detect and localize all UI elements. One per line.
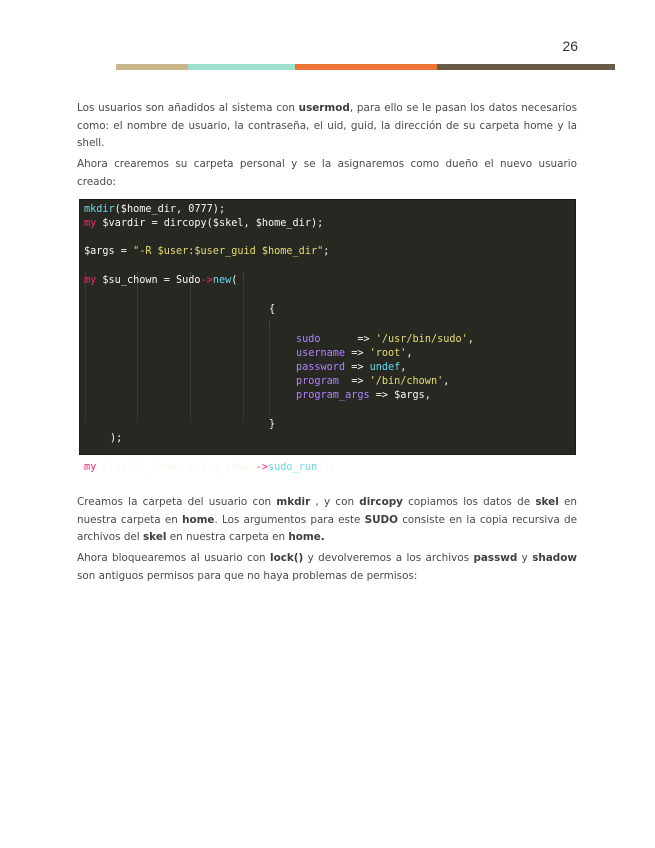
- code-line-10: program_args => $args,: [296, 390, 431, 401]
- code-line-7: username => 'root',: [296, 348, 413, 359]
- text: consiste en la copia recursiva de archivos del: [77, 513, 578, 544]
- code-line-8: password => undef,: [296, 362, 407, 373]
- indent-guide: [243, 272, 244, 422]
- code-line-13: my $result_chown = $su_chown->sudo_run();: [84, 462, 336, 473]
- code-block: [79, 199, 576, 473]
- indent-guide: [190, 272, 191, 422]
- bold-term: lock(): [270, 552, 304, 564]
- code-line-1: mkdir($home_dir, 0777);: [84, 204, 226, 215]
- bold-term: passwd: [473, 552, 518, 564]
- code-line-9: program => '/bin/chown',: [296, 376, 450, 387]
- code-line-5: {: [269, 304, 276, 315]
- bold-term: skel: [143, 531, 167, 544]
- text: en nuestra carpeta en: [77, 496, 577, 526]
- bold-term: shadow: [532, 552, 577, 564]
- indent-guide: [137, 272, 138, 422]
- color-bar-segment-4: [437, 64, 615, 70]
- text: son antiguos permisos para que no haya problemas de permisos:: [77, 569, 418, 582]
- code-line-2: my $vardir = dircopy($skel, $home_dir);: [84, 218, 324, 229]
- paragraph-create-folder: [77, 156, 577, 191]
- text: en nuestra carpeta en: [166, 531, 289, 544]
- indent-guide: [269, 320, 270, 420]
- text: y devolveremos a los archivos: [303, 552, 474, 564]
- indent-guide: [85, 272, 86, 422]
- paragraph-usermod: [77, 100, 577, 153]
- code-line-6: sudo => '/usr/bin/sudo',: [296, 334, 474, 345]
- code-line-12: );: [110, 433, 123, 444]
- color-bar-segment-1: [116, 64, 188, 70]
- text: , para ello se le pasan los datos necesarios como: el nombre de usuario, la contraseña, el uid, guid, la dirección de su carpeta home y la shell.: [77, 102, 578, 150]
- text: copiamos los datos de: [402, 496, 536, 508]
- bold-term: dircopy: [359, 496, 403, 508]
- page-number: 26: [562, 38, 578, 54]
- bold-term: home: [182, 513, 215, 526]
- text: , y con: [310, 496, 360, 508]
- text: Ahora bloquearemos al usuario con: [77, 552, 271, 564]
- bold-term: skel: [535, 496, 559, 508]
- text: y: [517, 552, 533, 564]
- code-line-4: my $su_chown = Sudo->new(: [84, 275, 238, 286]
- text: Los usuarios son añadidos al sistema con: [77, 102, 299, 114]
- color-bar-segment-2: [188, 64, 295, 70]
- bold-term: home.: [288, 531, 325, 544]
- code-line-11: }: [269, 419, 276, 430]
- bold-term: mkdir: [276, 496, 311, 508]
- header-color-bar: [116, 64, 615, 70]
- paragraph-explanation: [77, 494, 577, 547]
- code-line-3: $args = "-R $user:$user_guid $home_dir";: [84, 246, 330, 257]
- bold-term: usermod: [298, 102, 350, 114]
- color-bar-segment-3: [295, 64, 437, 70]
- text: Ahora crearemos su carpeta personal y se la asignaremos como dueño el nuevo usuario creado:: [77, 158, 577, 188]
- text: . Los argumentos para este: [214, 513, 365, 526]
- text: Creamos la carpeta del usuario con: [77, 496, 277, 508]
- bold-term: SUDO: [364, 513, 399, 526]
- paragraph-lock-user: [77, 550, 577, 585]
